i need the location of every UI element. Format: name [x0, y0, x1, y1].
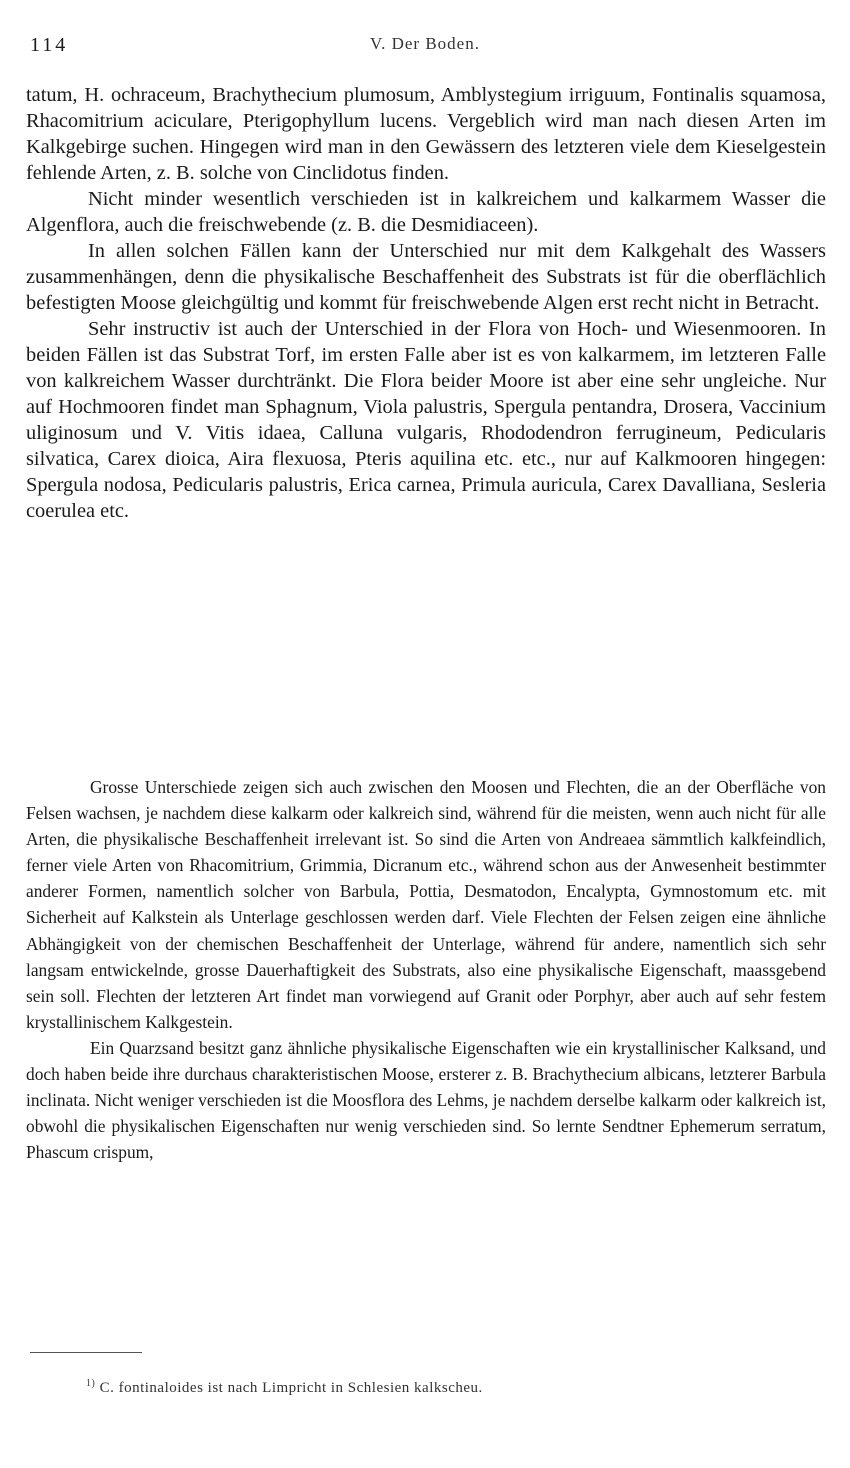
footnote-marker: 1)	[86, 1378, 96, 1389]
paragraph-quarzsand: Ein Quarzsand besitzt ganz ähnliche physikalische Eigenschaften wie ein krystallinischer Kalksand, und doch haben beide ihre durchaus charakteristischen Moose, ersterer z. B. Brachythecium albicans, letzterer Barbula inclinata. Nicht weniger verschieden ist die Moosflora des Lehms, je nachdem derselbe kalkarm oder kalkreich ist, obwohl die physikalischen Eigenschaften nur wenig verschieden sind. So lernte Sendtner Ephemerum serratum, Phascum crispum,	[26, 1037, 826, 1163]
main-text-large	[26, 82, 826, 524]
paragraph-moose-flechten: Grosse Unterschiede zeigen sich auch zwischen den Moosen und Flechten, die an der Oberfläche von Felsen wachsen, je nachdem diese kalkarm oder kalkreich sind, während für die meisten, wenn auch nicht für alle Arten, die physikalische Beschaffenheit irrelevant ist. So sind die Arten von Andreaea sämmtlich kalkfeindlich, ferner viele Arten von Rhacomitrium, Grimmia, Dicranum etc., während schon aus der Anwesenheit bestimmter anderer Formen, namentlich solcher von Barbula, Pottia, Desmatodon, Encalypta, Gymnostomum etc. mit Sicherheit auf Kalkstein als Unterlage geschlossen werden darf. Viele Flechten der Felsen zeigen eine ähnliche Abhängigkeit von der chemischen Beschaffenheit der Unterlage, während für andere, namentlich sich sehr langsam entwickelnde, grosse Dauerhaftigkeit des Substrats, also eine physikalische Eigenschaft, maassgebend sein soll. Flechten der letzteren Art findet man vorwiegend auf Granit oder Porphyr, aber auch auf sehr festem krystallinischem Kalkgestein.	[26, 777, 826, 1032]
page-number: 114	[30, 34, 69, 56]
main-text-small	[26, 774, 826, 1165]
footnote	[86, 1378, 483, 1397]
paragraph-continuation: tatum, H. ochraceum, Brachythecium plumosum, Amblystegium irriguum, Fontinalis squamosa, Rhacomitrium aciculare, Pterigophyllum lucens. Vergeblich wird man nach diesen Arten im Kalkgebirge suchen. Hingegen wird man in den Gewässern des letzteren viele dem Kieselgestein fehlende Arten, z. B. solche von Cinclidotus finden.	[26, 84, 826, 184]
paragraph-moore: Sehr instructiv ist auch der Unterschied in der Flora von Hoch- und Wiesenmooren. In beiden Fällen ist das Substrat Torf, im ersten Falle aber ist es von kalkarmem, im letzteren Falle von kalkreichem Wasser durchtränkt. Die Flora beider Moore ist aber eine sehr ungleiche. Nur auf Hochmooren findet man Sphagnum, Viola palustris, Spergula pentandra, Drosera, Vaccinium uliginosum und V. Vitis idaea, Calluna vulgaris, Rhododendron ferrugineum, Pedicularis silvatica, Carex dioica, Aira flexuosa, Pteris aquilina etc. etc., nur auf Kalkmooren hingegen: Spergula nodosa, Pedicularis palustris, Erica carnea, Primula auricula, Carex Davalliana, Sesleria coerulea etc.	[26, 318, 826, 522]
page-header	[30, 34, 820, 58]
paragraph-kalkgehalt: In allen solchen Fällen kann der Unterschied nur mit dem Kalkgehalt des Wassers zusammenhängen, denn die physikalische Beschaffenheit des Substrats ist für die oberflächlich befestigten Moose gleichgültig und kommt für freischwebende Algen erst recht nicht in Betracht.	[26, 240, 826, 314]
footnote-text: C. fontinaloides ist nach Limpricht in Schlesien kalkscheu.	[99, 1380, 483, 1396]
footnote-rule	[30, 1352, 142, 1353]
paragraph-algenflora: Nicht minder wesentlich verschieden ist in kalkreichem und kalkarmem Wasser die Algenflora, auch die freischwebende (z. B. die Desmidiaceen).	[26, 188, 826, 236]
running-head: V. Der Boden.	[370, 34, 480, 53]
